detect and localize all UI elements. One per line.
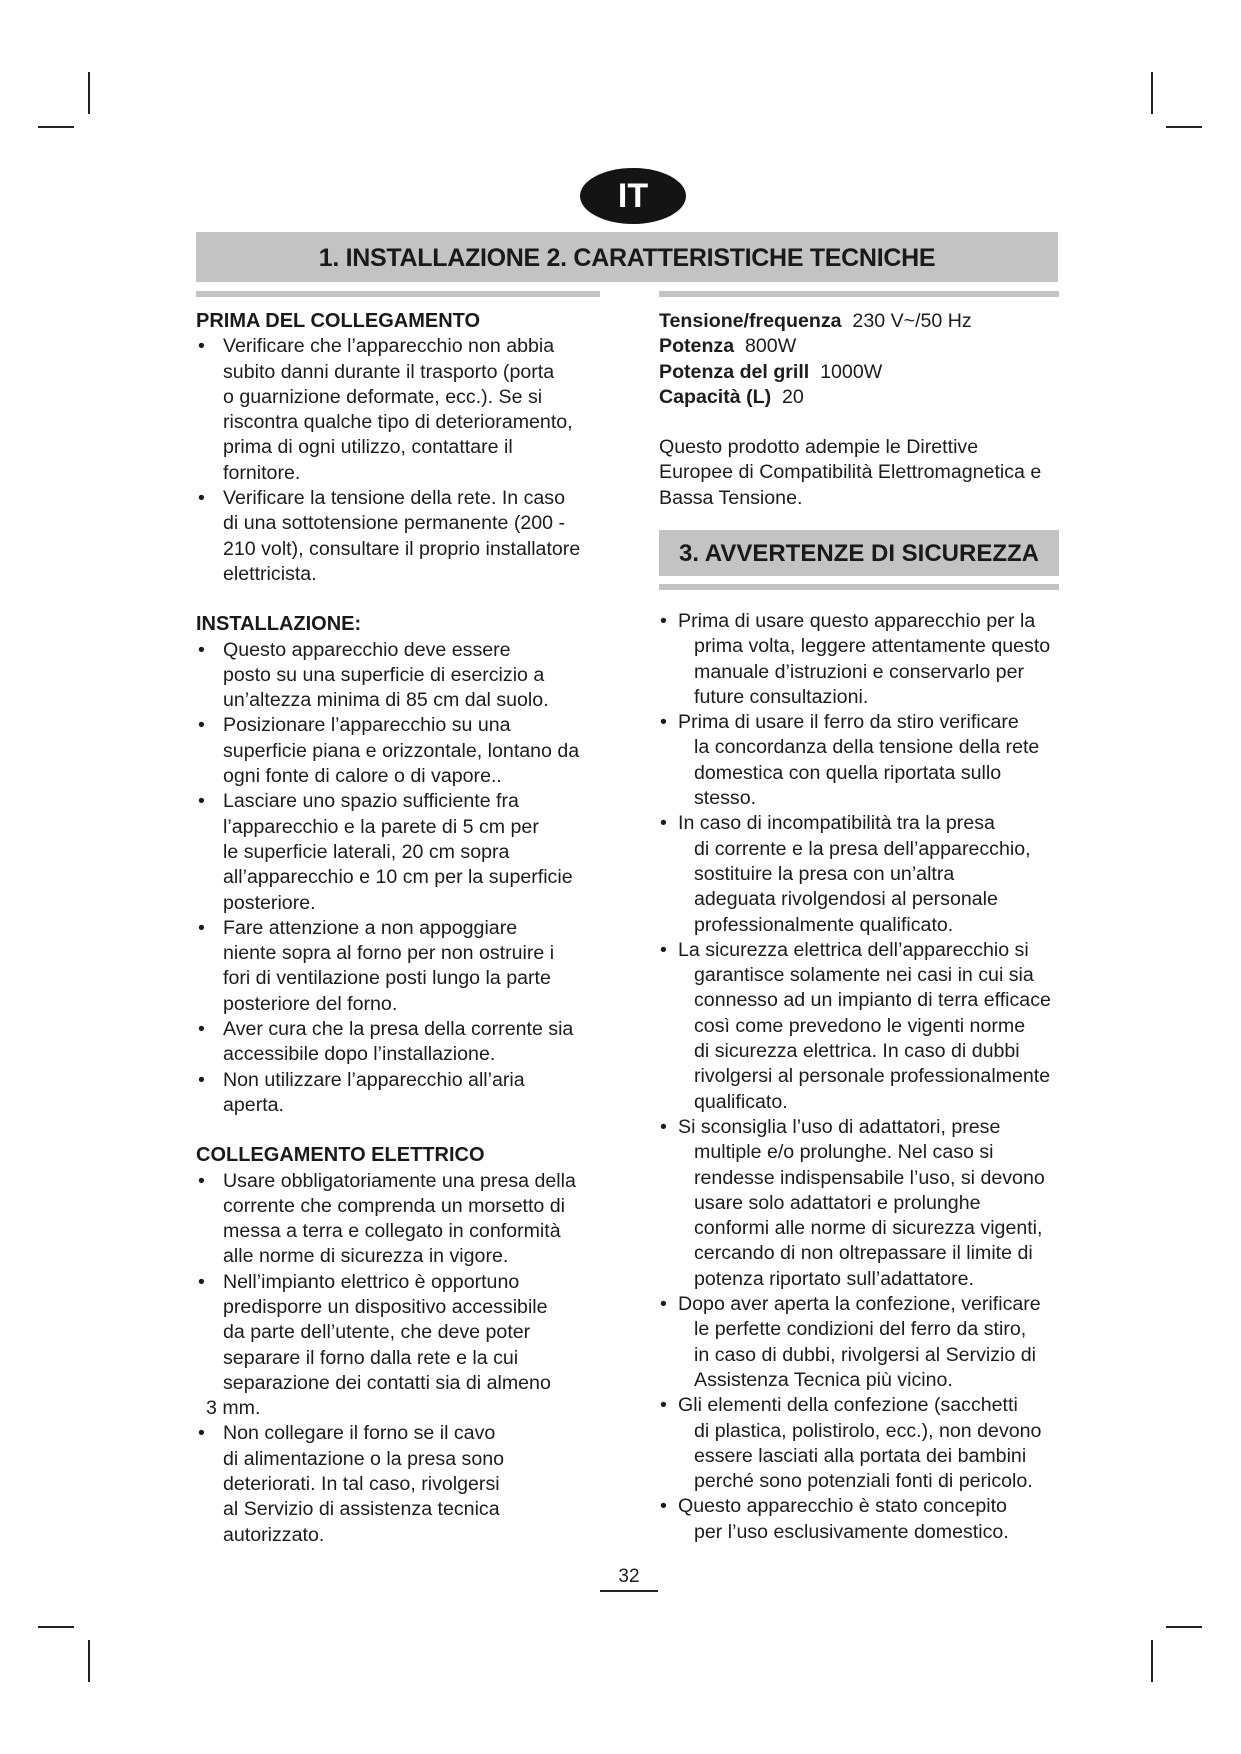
- text-line: elettricista.: [223, 562, 317, 585]
- spec-row: [659, 385, 1069, 410]
- safety-item: [659, 1115, 1069, 1292]
- spec-label: Potenza: [659, 335, 735, 358]
- text-line: perché sono potenziali fonti di pericolo.: [694, 1470, 1033, 1493]
- page-number-underline: [600, 1590, 658, 1592]
- text-line: Lasciare uno spazio sufficiente fra: [223, 790, 519, 813]
- bullet-list: [196, 334, 616, 587]
- text-line: garantisce solamente nei casi in cui sia: [694, 964, 1034, 987]
- text-line: di una sottotensione permanente (200 -: [223, 512, 566, 535]
- page-number: 32: [618, 1566, 640, 1587]
- text-line: Gli elementi della confezione (sacchetti: [678, 1394, 1018, 1417]
- spec-value: 230 V~/50 Hz: [841, 310, 972, 332]
- crop-mark: [1166, 126, 1202, 128]
- crop-mark: [1151, 72, 1153, 114]
- crop-mark: [1151, 1640, 1153, 1682]
- spec-value: 20: [771, 385, 804, 408]
- text-line: al Servizio di assistenza tecnica: [223, 1498, 500, 1521]
- text-line: rendesse indispensabile l’uso, si devono: [694, 1166, 1045, 1189]
- text-line: di corrente e la presa dell’apparecchio,: [694, 837, 1031, 860]
- safety-item: [659, 811, 1069, 937]
- spec-label: Capacità (L): [659, 385, 772, 408]
- safety-item: [659, 1292, 1069, 1393]
- text-line: stesso.: [694, 787, 757, 810]
- spec-label: Potenza del grill: [659, 360, 810, 383]
- divider: [659, 291, 1059, 297]
- text-line: professionalmente qualificato.: [694, 913, 954, 936]
- text-line: Prima di usare il ferro da stiro verificare: [678, 711, 1019, 734]
- text-line: Bassa Tensione.: [659, 486, 803, 509]
- text-line: Usare obbligatoriamente una presa della: [223, 1169, 576, 1192]
- left-column: [196, 309, 616, 1548]
- list-item: [196, 1017, 616, 1068]
- text-line: messa a terra e collegato in conformità: [223, 1220, 561, 1243]
- text-line: Verificare la tensione della rete. In caso: [223, 487, 566, 510]
- safety-header-title: 3. AVVERTENZE DI SICUREZZA: [678, 540, 1040, 567]
- text-line: l’apparecchio e la parete di 5 cm per: [223, 815, 539, 838]
- text-line: di alimentazione o la presa sono: [223, 1447, 505, 1470]
- text-line: posteriore.: [223, 891, 316, 914]
- text-line: posteriore del forno.: [223, 992, 398, 1015]
- text-line: da parte dell’utente, che deve poter: [223, 1321, 531, 1344]
- text-line: niente sopra al forno per non ostruire i: [223, 942, 555, 965]
- text-line: un’altezza minima di 85 cm dal suolo.: [223, 689, 549, 712]
- text-line: La sicurezza elettrica dell’apparecchio si: [678, 938, 1029, 961]
- text-line: Prima di usare questo apparecchio per la: [678, 610, 1036, 632]
- text-line: essere lasciati alla portata dei bambini: [694, 1444, 1027, 1467]
- list-item: [196, 1169, 616, 1270]
- text-line: all’apparecchio e 10 cm per la superficie: [223, 866, 573, 889]
- text-line: prima volta, leggere attentamente questo: [694, 635, 1051, 658]
- text-line: le superficie laterali, 20 cm sopra: [223, 840, 510, 863]
- list-item: [196, 789, 616, 915]
- text-line: cercando di non oltrepassare il limite di: [694, 1242, 1033, 1265]
- text-line: alle norme di sicurezza in vigore.: [223, 1245, 509, 1268]
- text-line: prima di ogni utilizzo, contattare il: [223, 436, 513, 459]
- spec-row: [659, 309, 1069, 334]
- text-line: separazione dei contatti sia di almeno: [223, 1371, 551, 1394]
- crop-mark: [38, 1626, 74, 1628]
- text-line: riscontra qualche tipo di deterioramento,: [223, 411, 573, 434]
- text-line: qualificato.: [694, 1090, 788, 1113]
- text-line: multiple e/o prolunghe. Nel caso si: [694, 1141, 994, 1164]
- bullet-list: [196, 1169, 616, 1548]
- section-heading: PRIMA DEL COLLEGAMENTO: [196, 310, 481, 332]
- spec-row: [659, 334, 1069, 359]
- list-item: [196, 486, 616, 587]
- text-line: 3 mm.: [206, 1397, 261, 1420]
- section-heading: COLLEGAMENTO ELETTRICO: [196, 1144, 485, 1167]
- text-line: potenza riportato sull’adattatore.: [694, 1267, 974, 1290]
- text-line: 210 volt), consultare il proprio installatore: [223, 537, 581, 560]
- text-line: Posizionare l’apparecchio su una: [223, 714, 511, 737]
- text-line: di sicurezza elettrica. In caso di dubbi: [694, 1040, 1020, 1063]
- crop-mark: [1166, 1626, 1202, 1628]
- text-line: predisporre un dispositivo accessibile: [223, 1295, 548, 1318]
- text-line: conformi alle norme di sicurezza vigenti,: [694, 1217, 1043, 1240]
- text-line: separare il forno dalla rete e la cui: [223, 1346, 519, 1369]
- list-item: [196, 1270, 616, 1396]
- text-line: superficie piana e orizzontale, lontano da: [223, 739, 580, 762]
- text-line: la concordanza della tensione della rete: [694, 736, 1040, 759]
- divider: [659, 584, 1059, 590]
- text-line: adeguata rivolgendosi al personale: [694, 888, 998, 911]
- section-header: [196, 232, 1058, 282]
- text-line: In caso di incompatibilità tra la presa: [678, 812, 995, 835]
- text-line: accessibile dopo l’installazione.: [223, 1043, 496, 1066]
- text-line: autorizzato.: [223, 1523, 325, 1546]
- language-badge: IT: [580, 168, 686, 224]
- text-line: manuale d’istruzioni e conservarlo per: [694, 660, 1024, 683]
- text-line: Aver cura che la presa della corrente sia: [223, 1018, 574, 1041]
- text-line: ogni fonte di calore o di vapore..: [223, 765, 502, 788]
- text-line: Europee di Compatibilità Elettromagnetica e: [659, 461, 1042, 484]
- safety-list-column: [659, 609, 1069, 1545]
- text-line: corrente che comprenda un morsetto di: [223, 1194, 565, 1217]
- text-line: Non utilizzare l’apparecchio all’aria: [223, 1068, 525, 1091]
- text-line: sostituire la presa con un’altra: [694, 862, 955, 885]
- text-line: per l’uso esclusivamente domestico.: [694, 1520, 1009, 1543]
- bullet-list: [196, 638, 616, 1119]
- text-line: Assistenza Tecnica più vicino.: [694, 1368, 953, 1391]
- section-heading: INSTALLAZIONE:: [196, 613, 362, 636]
- text-line: Verificare che l’apparecchio non abbia: [223, 335, 555, 358]
- spec-label: Tensione/frequenza: [659, 310, 842, 332]
- spec-row: [659, 360, 1069, 385]
- safety-item: [659, 938, 1069, 1115]
- text-line: Si sconsiglia l’uso di adattatori, prese: [678, 1115, 1001, 1138]
- spec-value: 800W: [734, 335, 797, 358]
- text-line: Questo apparecchio è stato concepito: [678, 1495, 1007, 1518]
- text-line: Nell’impianto elettrico è opportuno: [223, 1270, 520, 1293]
- text-line: così come prevedono le vigenti norme: [694, 1014, 1026, 1037]
- crop-mark: [88, 1640, 90, 1682]
- list-item: [196, 713, 616, 789]
- divider: [196, 291, 600, 297]
- text-line: usare solo adattatori e prolunghe: [694, 1191, 981, 1214]
- text-line: posto su una superficie di esercizio a: [223, 663, 545, 686]
- safety-list: [659, 609, 1069, 1545]
- text-line: subito danni durante il trasporto (porta: [223, 360, 555, 383]
- safety-item: [659, 1393, 1069, 1494]
- specifications: [659, 309, 1069, 511]
- text-line: rivolgersi al personale professionalmente: [694, 1065, 1051, 1088]
- directive-text: [659, 435, 1069, 511]
- text-line: future consultazioni.: [694, 685, 869, 708]
- text-line: fornitore.: [223, 461, 301, 484]
- safety-item: [659, 1494, 1069, 1545]
- list-item: [196, 1421, 616, 1547]
- text-line: Non collegare il forno se il cavo: [223, 1422, 496, 1445]
- text-line: connesso ad un impianto di terra efficace: [694, 989, 1051, 1012]
- safety-item: [659, 609, 1069, 710]
- text-line: in caso di dubbi, rivolgersi al Servizio di: [694, 1343, 1036, 1366]
- section-header-title: 1. INSTALLAZIONE 2. CARATTERISTICHE TECNICHE: [318, 244, 936, 272]
- text-line: fori di ventilazione posti lungo la parte: [223, 967, 551, 990]
- spec-value: 1000W: [809, 360, 883, 383]
- safety-item: [659, 710, 1069, 811]
- section-gap: [196, 1118, 616, 1143]
- safety-header: [659, 530, 1059, 576]
- crop-mark: [38, 126, 74, 128]
- text-line: Fare attenzione a non appoggiare: [223, 916, 518, 939]
- text-line: deteriorati. In tal caso, rivolgersi: [223, 1473, 500, 1496]
- text-line: Questo apparecchio deve essere: [223, 638, 511, 661]
- text-line: di plastica, polistirolo, ecc.), non devono: [694, 1419, 1042, 1442]
- list-item: [196, 916, 616, 1017]
- list-item: [196, 1068, 616, 1119]
- text-line: aperta.: [223, 1093, 285, 1116]
- text-line: domestica con quella riportata sullo: [694, 761, 1002, 784]
- text-line: Questo prodotto adempie le Direttive: [659, 436, 979, 459]
- text-line: Dopo aver aperta la confezione, verificare: [678, 1293, 1041, 1316]
- list-item: [196, 334, 616, 486]
- text-line: le perfette condizioni del ferro da stiro,: [694, 1318, 1027, 1341]
- list-item: [196, 638, 616, 714]
- crop-mark: [88, 72, 90, 114]
- text-line: o guarnizione deformate, ecc.). Se si: [223, 385, 543, 408]
- section-gap: [196, 587, 616, 612]
